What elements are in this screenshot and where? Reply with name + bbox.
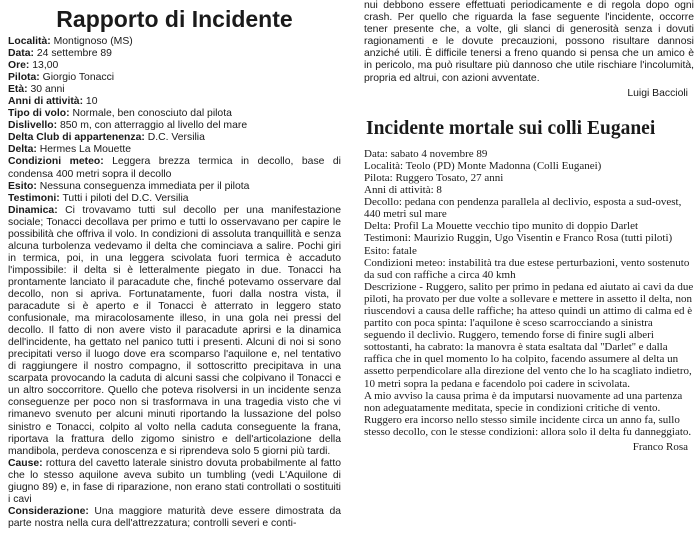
field-label: Dislivello: xyxy=(8,120,58,132)
field-value: Ci trovavamo tutti sul decollo per una manifestazione sociale; Tonacci decollava per primo e tutti lo osservavano per capire le possibilità che offriva il volo. In condizioni di assoluta tranquillità e senza alcuna turbolenza vedevamo il delta che cominciava a salire. Pochi giri in termica, poi, in una leggera scivolata fuori termica è accaduto l'impossibile: il delta si è letteralmente piegato in due. Tonacci ha prontamente lanciato il paracadute che, finché potevamo osservare dal decollo, non si apriva. Fortunatamente, fuori dalla nostra vista, il paracadute si è aperto e il Tonacci è atterrato in leggero stato confusionale, ma miracolosamente illeso, in una gola nei pressi del decollo. Il fatto di non avere visto il paracadute aprirsi e la dinamica dell'incidente, ha gettato nel panico tutti i presenti. Alcuni di noi si sono precipitati verso il luogo dove era scomparso l'aquilone e, nel tentativo di raggiungere il nostro compagno, il sottoscritto precipitava in una scarpata provocando la caduta di alcuni sassi che colpivano il Tonacci e un altro soccorritore. Quello che poteva risolversi in un incidente senza conseguenze per poco non si trasformava in una tragedia visto che vi rimanevo svenuto per alcuni minuti riportando la lussazione del polso sinistro e Tonacci, colpito al volto nella caduta conseguente la frana, riportava la frattura dello zigomo sinistro e dell'articolazione della mandibola, perdeva conoscenza e si riprendeva solo 5 giorni più tardi. xyxy=(8,204,341,457)
field-label: Anni di attività: xyxy=(8,96,84,108)
field-testimoni xyxy=(8,193,341,205)
field-testimoni: Testimoni: Maurizio Ruggin, Ugo Visentin e Franco Rosa (tutti piloti) xyxy=(364,232,673,245)
field-condizioni-meteo: Condizioni meteo: instabilità tra due estese perturbazioni, vento sostenuto da sud con raffiche a circa 40 kmh xyxy=(364,256,690,281)
field-label: Condizioni meteo: xyxy=(8,156,104,168)
report-fields xyxy=(8,36,341,530)
field-value: Tutti i piloti del D.C. Versilia xyxy=(59,192,189,204)
field-label: Esito: xyxy=(8,180,37,192)
right-column xyxy=(364,0,694,453)
field-value: Una maggiore maturità deve essere dimostrata da parte nostra nella cura dell'attrezzatura; controlli severi e conti- xyxy=(8,505,341,529)
field-pilota xyxy=(8,72,341,84)
article-rapporto-column xyxy=(8,0,341,530)
field-value: Leggera brezza termica in decollo, base di condensa 400 metri sopra il decollo xyxy=(8,156,341,180)
article-title: Rapporto di Incidente xyxy=(56,6,293,32)
field-esito xyxy=(8,181,341,193)
field-decollo: Decollo: pedana con pendenza parallela al declivio, esposta a sud-ovest, 440 metri sul mare xyxy=(364,196,682,221)
field-delta-club xyxy=(8,132,341,144)
field-label: Dinamica: xyxy=(8,204,58,216)
paragraph-descrizione: Descrizione - Ruggero, salito per primo in pedana ed aiutato ai cavi da due piloti, ha provato per due volte a sollevare e mettere in assetto il delta, non riuscendovi a causa delle raffiche; ha atteso quindi un attimo di calma ed è partito con poca spinta: l'aquilone è sceso scarrocciando a sinistra seguendo il declivio. Ruggero, temendo forse di finire sugli alberi sottostanti, ha cabrato: la manovra è stata esaltata dal ''Darlet'' e dalla raffica che in quel momento lo ha colpito, facendo assumere al delta un assetto perpendicolare alla direzione del vento che lo ha scagliato indietro, 10 metri sopra la pedana e facendolo poi cadere in scivolata. xyxy=(364,280,694,390)
field-pilota: Pilota: Ruggero Tosato, 27 anni xyxy=(364,171,504,184)
field-considerazione xyxy=(8,506,341,530)
field-value: 10 xyxy=(83,96,98,108)
field-delta: Delta: Profil La Mouette vecchio tipo munito di doppio Darlet xyxy=(364,220,639,233)
field-value: 13,00 xyxy=(29,60,59,72)
field-value: Hermes La Mouette xyxy=(36,144,132,156)
field-label: Data: xyxy=(8,48,34,60)
field-tipo-volo xyxy=(8,108,341,120)
article-title: Incidente mortale sui colli Euganei xyxy=(366,117,656,139)
field-dislivello xyxy=(8,120,341,132)
field-value: Normale, ben conosciuto dal pilota xyxy=(69,108,232,120)
field-value: D.C. Versilia xyxy=(144,132,205,144)
field-value: rottura del cavetto laterale sinistro dovuta probabilmente al fatto che lo stesso aquilone aveva subito un tumbling (vedi L'Aquilone di giugno 89) e, in fase di riparazione, non erano stati controllati o sostituiti i cavi xyxy=(8,457,341,505)
field-data: Data: sabato 4 novembre 89 xyxy=(364,147,488,160)
field-localita: Località: Teolo (PD) Monte Madonna (Colli Euganei) xyxy=(364,159,602,172)
field-label: Tipo di volo: xyxy=(8,108,70,120)
field-label: Località: xyxy=(8,36,51,47)
field-label: Delta Club di appartenenza: xyxy=(8,132,145,144)
article-continuation: nui debbono essere effettuati periodicamente e di regola dopo ogni crash. Per quello che riguarda la fase seguente l'incidente, occorre tener presente che, a volte, gli slanci di generosità senza i dovuti ragionamenti e le dovute precauzioni, possono risultare dannosi anziché utili. È difficile tenersi a freno quando si pensa che un amico è in pericolo, ma può risultare più dannoso che utile rischiare l'incolumità, propria ed altrui, con azioni avventate. xyxy=(364,0,694,84)
author-signature: Franco Rosa xyxy=(632,441,688,453)
field-eta xyxy=(8,84,341,96)
field-label: Testimoni: xyxy=(8,192,60,204)
field-value: 850 m, con atterraggio al livello del mare xyxy=(57,120,248,132)
field-value: 30 anni xyxy=(27,84,65,96)
paragraph-causa: A mio avviso la causa prima è da imputarsi nuovamente ad una partenza non adeguatamente meditata, specie in condizioni critiche di vento. xyxy=(364,389,683,414)
field-delta xyxy=(8,144,341,156)
field-label: Ore: xyxy=(8,60,30,72)
field-esito: Esito: fatale xyxy=(364,244,417,257)
field-anni-attivita xyxy=(8,96,341,108)
field-label: Delta: xyxy=(8,144,37,156)
author-signature: Luigi Baccioli xyxy=(627,87,688,99)
field-localita xyxy=(8,36,341,48)
field-dinamica xyxy=(8,205,341,458)
field-condizioni-meteo xyxy=(8,156,341,180)
field-value: Nessuna conseguenza immediata per il pilota xyxy=(36,180,250,192)
report-fields xyxy=(364,148,694,438)
field-label: Pilota: xyxy=(8,72,40,84)
field-cause xyxy=(8,458,341,506)
field-value: Giorgio Tonacci xyxy=(39,72,115,84)
field-label: Considerazione: xyxy=(8,505,89,517)
field-value: 24 settembre 89 xyxy=(33,48,112,60)
field-ore xyxy=(8,60,341,72)
field-value: Montignoso (MS) xyxy=(50,36,133,47)
paragraph-precedente: Ruggero era incorso nello stesso simile incidente circa un anno fa, sullo stesso decollo, con le stesse condizioni: allora solo il delta fu danneggiato. xyxy=(364,413,692,438)
field-label: Cause: xyxy=(8,457,43,469)
field-label: Età: xyxy=(8,84,28,96)
field-data xyxy=(8,48,341,60)
field-anni-attivita: Anni di attività: 8 xyxy=(364,184,442,197)
